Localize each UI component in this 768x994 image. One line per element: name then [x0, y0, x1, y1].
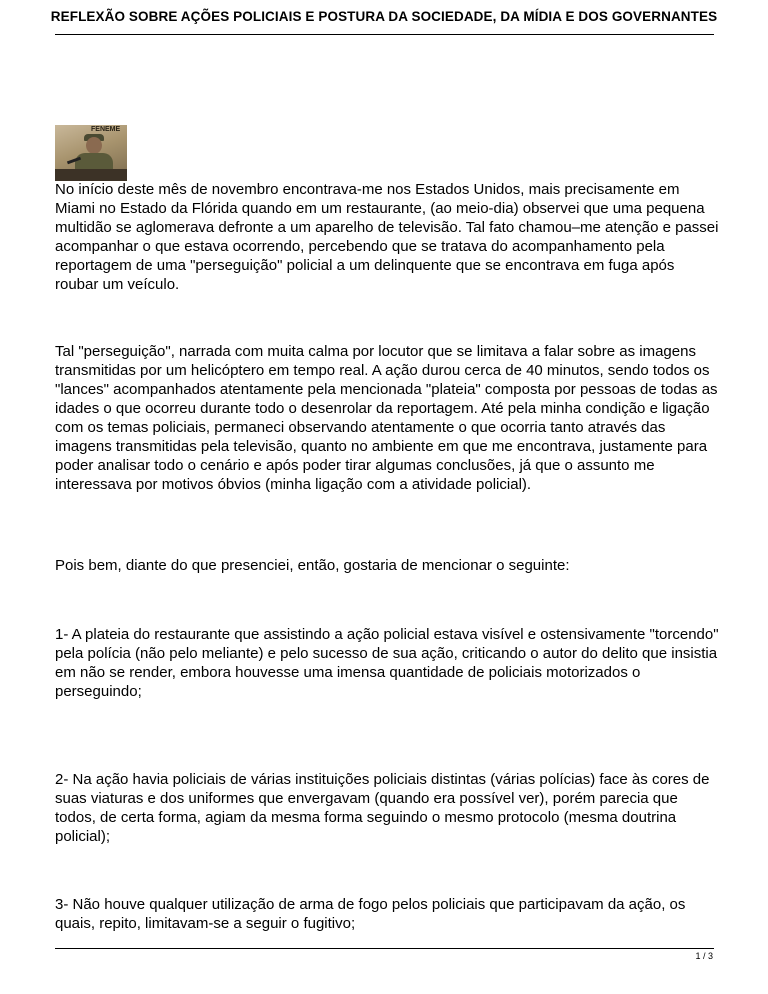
photo-sign-text: FENEME: [91, 126, 121, 133]
page-number: 1 / 3: [695, 951, 713, 961]
paragraph-intro: No início deste mês de novembro encontrava-me nos Estados Unidos, mais precisamente em Miami no Estado da Flórida quando em um restaurante, (ao meio-dia) observei que uma pequena multidão se aglomerava defronte a um aparelho de televisão. Tal fato chamou–me atenção e passei acompanhar o que estava ocorrendo, percebendo que se tratava do acompanhamento pela reportagem de uma "perseguição" policial a um delinquente que se encontrava em fuga após roubar um veículo.: [55, 181, 719, 293]
document-title: REFLEXÃO SOBRE AÇÕES POLICIAIS E POSTURA DA SOCIEDADE, DA MÍDIA E DOS GOVERNANTES: [50, 9, 718, 24]
header-divider: [55, 34, 714, 35]
footer-divider: [55, 948, 714, 949]
paragraph-item-3: 3- Não houve qualquer utilização de arma de fogo pelos policiais que participavam da ação, os quais, repito, limitavam-se a seguir o fugitivo;: [55, 896, 686, 932]
paragraph-item-2: 2- Na ação havia policiais de várias instituições policiais distintas (várias polícias) face às cores de suas viaturas e dos uniformes que envergavam (quando era possível ver), porém parecia que todos, de certa forma, agiam da mesma forma seguindo o mesmo protocolo (mesma doutrina policial);: [55, 771, 710, 845]
author-photo: [55, 125, 127, 181]
paragraph-item-1: 1- A plateia do restaurante que assistindo a ação policial estava visível e ostensivamente "torcendo" pela polícia (não pelo meliante) e pelo sucesso de sua ação, criticando o autor do delito que insistia em não se render, embora houvesse uma imensa quantidade de policiais motorizados o perseguindo;: [55, 626, 719, 700]
paragraph-transition: Pois bem, diante do que presenciei, então, gostaria de mencionar o seguinte:: [55, 557, 570, 574]
paragraph-chase: Tal "perseguição", narrada com muita calma por locutor que se limitava a falar sobre as imagens transmitidas por um helicóptero em tempo real. A ação durou cerca de 40 minutos, sendo todos os "lances" acompanhados atentamente pela mencionada "plateia" composta por pessoas de todas as idades o que ocorreu durante todo o desenrolar da reportagem. Até pela minha condição e ligação com os temas policiais, permaneci observando atentamente o que ocorria tanto através das imagens transmitidas pela televisão, quanto no ambiente em que me encontrava, justamente para poder analisar todo o cenário e após poder tirar algumas conclusões, já que o assunto me interessava por motivos óbvios (minha ligação com a atividade policial).: [55, 343, 718, 493]
